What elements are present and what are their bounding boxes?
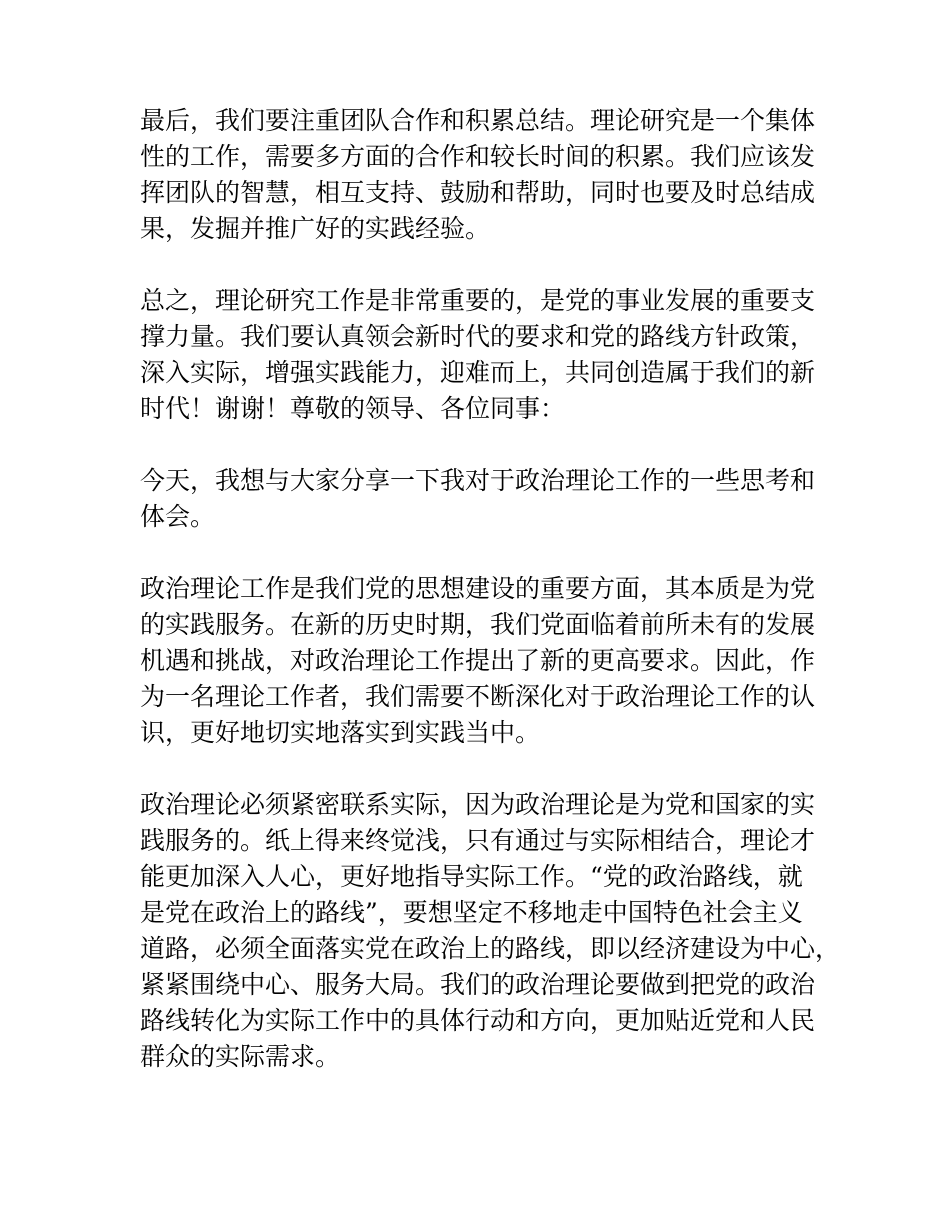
text-line: 群众的实际需求。 [140, 1042, 341, 1071]
text-line: 路线转化为实际工作中的具体行动和方向，更加贴近党和人民 [140, 1006, 816, 1035]
paragraph-1 [140, 103, 830, 247]
text-line: 能更加深入人心，更好地指导实际工作。“党的政治路线，就 [140, 862, 803, 891]
document-body [140, 103, 841, 1111]
text-line: 机遇和挑战，对政治理论工作提出了新的更高要求。因此，作 [140, 646, 816, 675]
text-line: 紧紧围绕中心、服务大局。我们的政治理论要做到把党的政治 [140, 970, 816, 999]
text-line: 是党在政治上的路线”，要想坚定不移地走中国特色社会主义 [140, 898, 803, 927]
text-line: 果，发掘并推广好的实践经验。 [140, 214, 491, 243]
text-line: 体会。 [140, 502, 216, 531]
text-line: 为一名理论工作者，我们需要不断深化对于政治理论工作的认 [140, 682, 816, 711]
paragraph-2 [140, 283, 830, 427]
paragraph-4 [140, 571, 830, 751]
text-line: 深入实际，增强实践能力，迎难而上，共同创造属于我们的新 [140, 358, 816, 387]
text-line: 挥团队的智慧，相互支持、鼓励和帮助，同时也要及时总结成 [140, 178, 816, 207]
text-line: 识，更好地切实地落实到实践当中。 [140, 718, 541, 747]
text-line: 性的工作，需要多方面的合作和较长时间的积累。我们应该发 [140, 142, 816, 171]
text-line: 时代！谢谢！尊敬的领导、各位同事： [140, 394, 566, 423]
text-line: 的实践服务。在新的历史时期，我们党面临着前所未有的发展 [140, 610, 816, 639]
paragraph-5 [140, 787, 841, 1075]
paragraph-3 [140, 463, 830, 535]
text-line: 政治理论工作是我们党的思想建设的重要方面，其本质是为党 [140, 574, 816, 603]
text-line: 总之，理论研究工作是非常重要的，是党的事业发展的重要支 [140, 286, 816, 315]
text-line: 最后，我们要注重团队合作和积累总结。理论研究是一个集体 [140, 106, 816, 135]
text-line: 政治理论必须紧密联系实际，因为政治理论是为党和国家的实 [140, 790, 816, 819]
text-line: 撑力量。我们要认真领会新时代的要求和党的路线方针政策， [140, 322, 816, 351]
text-line: 践服务的。纸上得来终觉浅，只有通过与实际相结合，理论才 [140, 826, 816, 855]
text-line: 道路，必须全面落实党在政治上的路线，即以经济建设为中心， [140, 934, 841, 963]
text-line: 今天，我想与大家分享一下我对于政治理论工作的一些思考和 [140, 466, 816, 495]
